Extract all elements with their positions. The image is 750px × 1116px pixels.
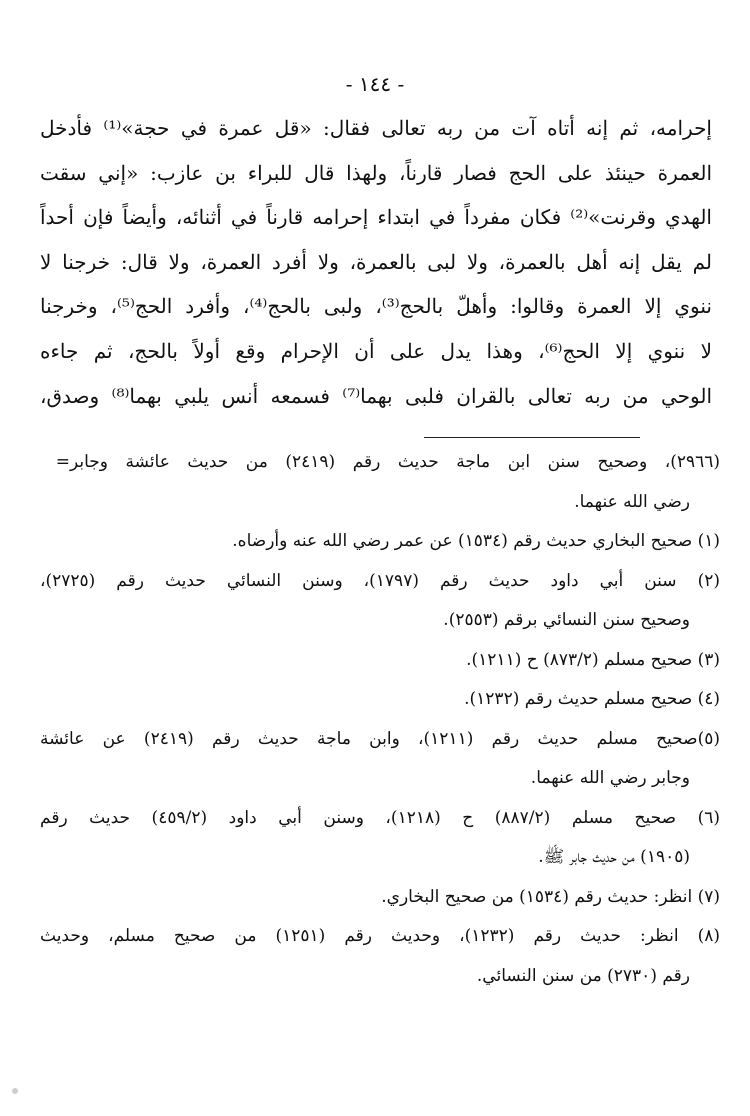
footnote-5: (٥)صحيح مسلم حديث رقم (١٢١١)، وابن ماجة حديث رقم (٢٤١٩) عن عائشة bbox=[40, 728, 720, 749]
footnote-8-cont: رقم (٢٧٣٠) من سنن النسائي. bbox=[476, 965, 690, 986]
footnote-7: (٧) انظر: حديث رقم (١٥٣٤) من صحيح البخاري. bbox=[381, 886, 720, 907]
text-line: العمرة حينئذ على الحج فصار قارناً، ولهذا قال للبراء بن عازب: «إني سقت bbox=[40, 160, 712, 185]
text-line: إحرامه، ثم إنه أتاه آت من ربه تعالى فقال: «قل عمرة في حجة»⁽¹⁾ فأدخل bbox=[40, 116, 712, 140]
footnote-continuation bbox=[40, 443, 720, 483]
footnote-separator bbox=[424, 437, 640, 438]
footnote-2-cont: وصحيح سنن النسائي برقم (٢٥٥٣). bbox=[443, 610, 690, 630]
main-text bbox=[40, 106, 712, 418]
footnote-3: (٣) صحيح مسلم (٨٧٣/٢) ح (١٢١١). bbox=[466, 649, 720, 670]
footnote-text: (٢٩٦٦)، وصحيح سنن ابن ماجة حديث رقم (٢٤١٩) من حديث عائشة وجابر bbox=[70, 452, 720, 472]
text-line: ننوي إلا العمرة وقالوا: وأهلّ بالحج⁽³⁾، ولبى بالحج⁽⁴⁾، وأفرد الحج⁽⁵⁾، وخرجنا bbox=[40, 294, 712, 319]
text-line: لم يقل إنه أهل بالعمرة، ولا لبى بالعمرة، ولا أفرد العمرة، ولا قال: خرجنا لا bbox=[40, 249, 712, 274]
footnote-8: (٨) انظر: حديث رقم (١٢٣٢)، وحديث رقم (١٢٥١) من صحيح مسلم، وحديث bbox=[40, 926, 720, 946]
footnote-2: (٢) سنن أبي داود حديث رقم (١٧٩٧)، وسنن النسائي حديث رقم (٢٧٢٥)، bbox=[40, 570, 720, 591]
footnote-6: (٦) صحيح مسلم (٨٨٧/٢) ح (١٢١٨)، وسنن أبي داود (٤٥٩/٢) حديث رقم bbox=[40, 807, 720, 828]
text-line: الهدي وقرنت»⁽²⁾ فكان مفرداً في ابتداء إحرامه قارناً في أثنائه، وأيضاً فإن أحداً bbox=[40, 205, 712, 230]
footnote-continuation: رضي الله عنهما. bbox=[574, 491, 690, 512]
footnote-1: (١) صحيح البخاري حديث رقم (١٥٣٤) عن عمر رضي الله عنه وأرضاه. bbox=[232, 531, 720, 551]
page-number: - ١٤٤ - bbox=[345, 72, 405, 96]
text-line: الوحي من ربه تعالى بالقران فلبى بهما⁽⁷⁾ فسمعه أنس يلبي بهما⁽⁸⁾ وصدق، bbox=[40, 383, 712, 408]
text-line: لا ننوي إلا الحج⁽⁶⁾، وهذا يدل على أن الإحرام وقع أولاً بالحج، ثم جاءه bbox=[40, 338, 712, 363]
footnote-6-cont: (١٩٠٥) من حديث جابر ﷺ. bbox=[538, 847, 690, 867]
footnote-4: (٤) صحيح مسلم حديث رقم (١٢٣٢). bbox=[464, 689, 720, 709]
footnote-5-cont: وجابر رضي الله عنهما. bbox=[530, 768, 690, 788]
scan-speck bbox=[12, 1088, 18, 1094]
footnotes bbox=[40, 443, 720, 996]
continuation-mark: = bbox=[55, 452, 70, 472]
